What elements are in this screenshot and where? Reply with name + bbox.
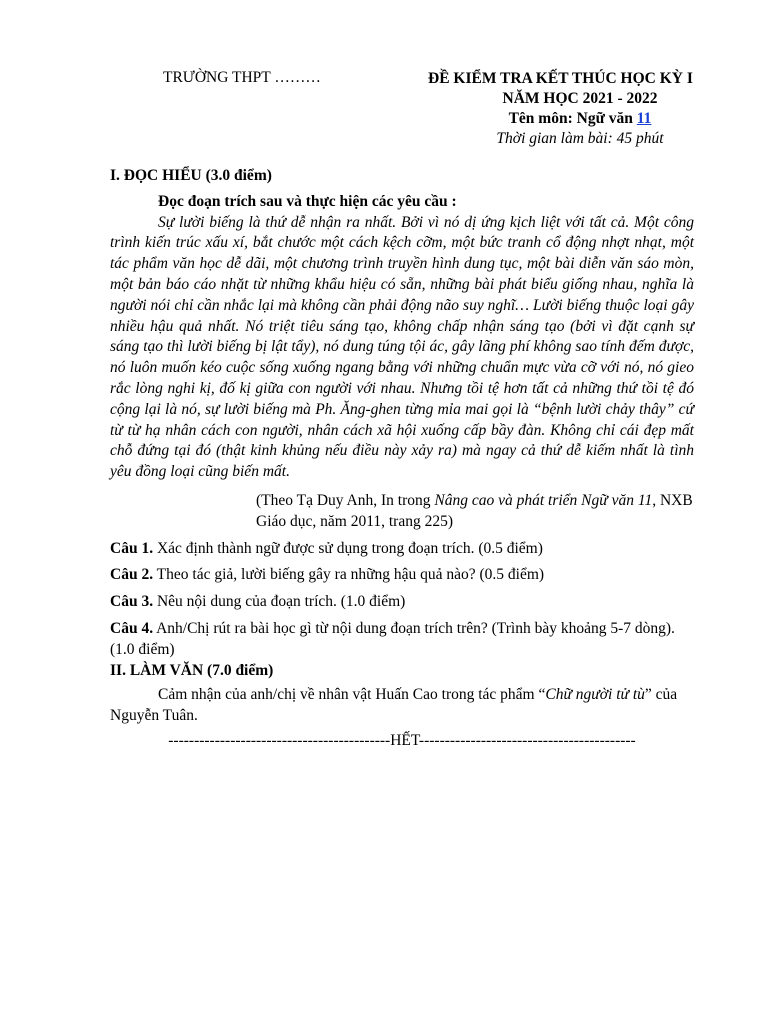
source-book: Nâng cao và phát triển Ngữ văn 11: [434, 491, 653, 509]
question-label: Câu 2.: [110, 566, 154, 584]
subject-line: [410, 109, 750, 129]
source-suffix: , NXB Giáo dục, năm 2011, trang 225): [256, 491, 693, 530]
section-writing-heading: II. LÀM VĂN (7.0 điểm): [110, 661, 274, 679]
exam-body: [110, 166, 694, 752]
exam-title: ĐỀ KIỂM TRA KẾT THÚC HỌC KỲ I: [428, 70, 693, 87]
subject-grade-link[interactable]: 11: [636, 110, 652, 127]
prompt-suffix: ” của Nguyễn Tuân.: [110, 686, 678, 725]
exam-duration: Thời gian làm bài: 45 phút: [496, 130, 664, 147]
subject-label: Tên môn: Ngữ văn: [508, 110, 637, 127]
question-label: Câu 3.: [110, 593, 154, 611]
question-2: [110, 565, 694, 586]
source-prefix: (Theo Tạ Duy Anh, In trong: [256, 491, 435, 509]
question-1: [110, 539, 694, 560]
question-text: Xác định thành ngữ được sử dụng trong đoạn trích. (0.5 điểm): [153, 539, 543, 557]
reading-passage: Sự lười biếng là thứ dễ nhận ra nhất. Bởi vì nó dị ứng kịch liệt với tất cả. Một công trình kiến trúc xấu xí, bắt chước một cách kệch cỡm, một bức tranh cổ động nhợt nhạt, một tác phẩm văn học dễ dãi, một chương trình truyền hình dung tục, một bài diễn văn sáo mòn, một bản báo cáo nhặt từ những khẩu hiệu có sẵn, những bài phát biểu giống nhau, nghĩa là người nói chỉ cần nhắc lại mà không cần phải động não suy nghĩ… Lười biếng thuộc loại gây nhiều hậu quả nhất. Nó triệt tiêu sáng tạo, không chấp nhận sáng tạo (bởi vì đặt cạnh sự sáng tạo thì lười biếng bị lật tẩy), nó dung túng tội ác, gây lãng phí không sao tính đếm được, nó luôn muốn kéo cuộc sống xuống ngang bằng với những chuẩn mực vừa cỡ với nó, nó gieo rắc lòng nghi kị, đố kị giữa con người với nhau. Nhưng tồi tệ hơn tất cả những thứ tồi tệ đó cộng lại là nó, sự lười biếng mà Ph. Ăng-ghen từng mỉa mai gọi là “bệnh lười chảy thây” cứ từ từ hạ nhân cách con người, nhân cách xã hội xuống cấp bầy đàn. Không chỉ cái đẹp mất chỗ đứng tại đó (thật kinh khủng nếu điều này xảy ra) mà ngay cả thứ dễ kiếm nhất là tình yêu đồng loại cũng biến mất.: [110, 213, 694, 481]
end-marker: -------------------------------------------HẾT------------------------------------------: [168, 731, 636, 749]
question-text: Nêu nội dung của đoạn trích. (1.0 điểm): [153, 593, 406, 611]
question-label: Câu 1.: [110, 539, 154, 557]
prompt-work-title: Chữ người tử tù: [545, 686, 645, 704]
question-3: [110, 592, 694, 613]
school-year: NĂM HỌC 2021 - 2022: [502, 90, 658, 107]
question-label: Câu 4.: [110, 619, 154, 637]
exam-header: [410, 69, 750, 149]
school-name: TRƯỜNG THPT ………: [163, 69, 321, 86]
passage-source: [256, 491, 694, 533]
section-reading-heading: I. ĐỌC HIỂU (3.0 điểm): [110, 167, 272, 184]
writing-prompt: [110, 685, 694, 727]
prompt-prefix: Cảm nhận của anh/chị về nhân vật Huấn Cao trong tác phẩm “: [158, 686, 546, 704]
question-text: Theo tác giả, lười biếng gây ra những hậu quả nào? (0.5 điểm): [153, 566, 545, 584]
question-text: Anh/Chị rút ra bài học gì từ nội dung đoạn trích trên? (Trình bày khoảng 5-7 dòng). (1.0 điểm): [110, 619, 675, 658]
reading-instruction: Đọc đoạn trích sau và thực hiện các yêu cầu :: [158, 192, 457, 210]
question-4: [110, 619, 694, 661]
